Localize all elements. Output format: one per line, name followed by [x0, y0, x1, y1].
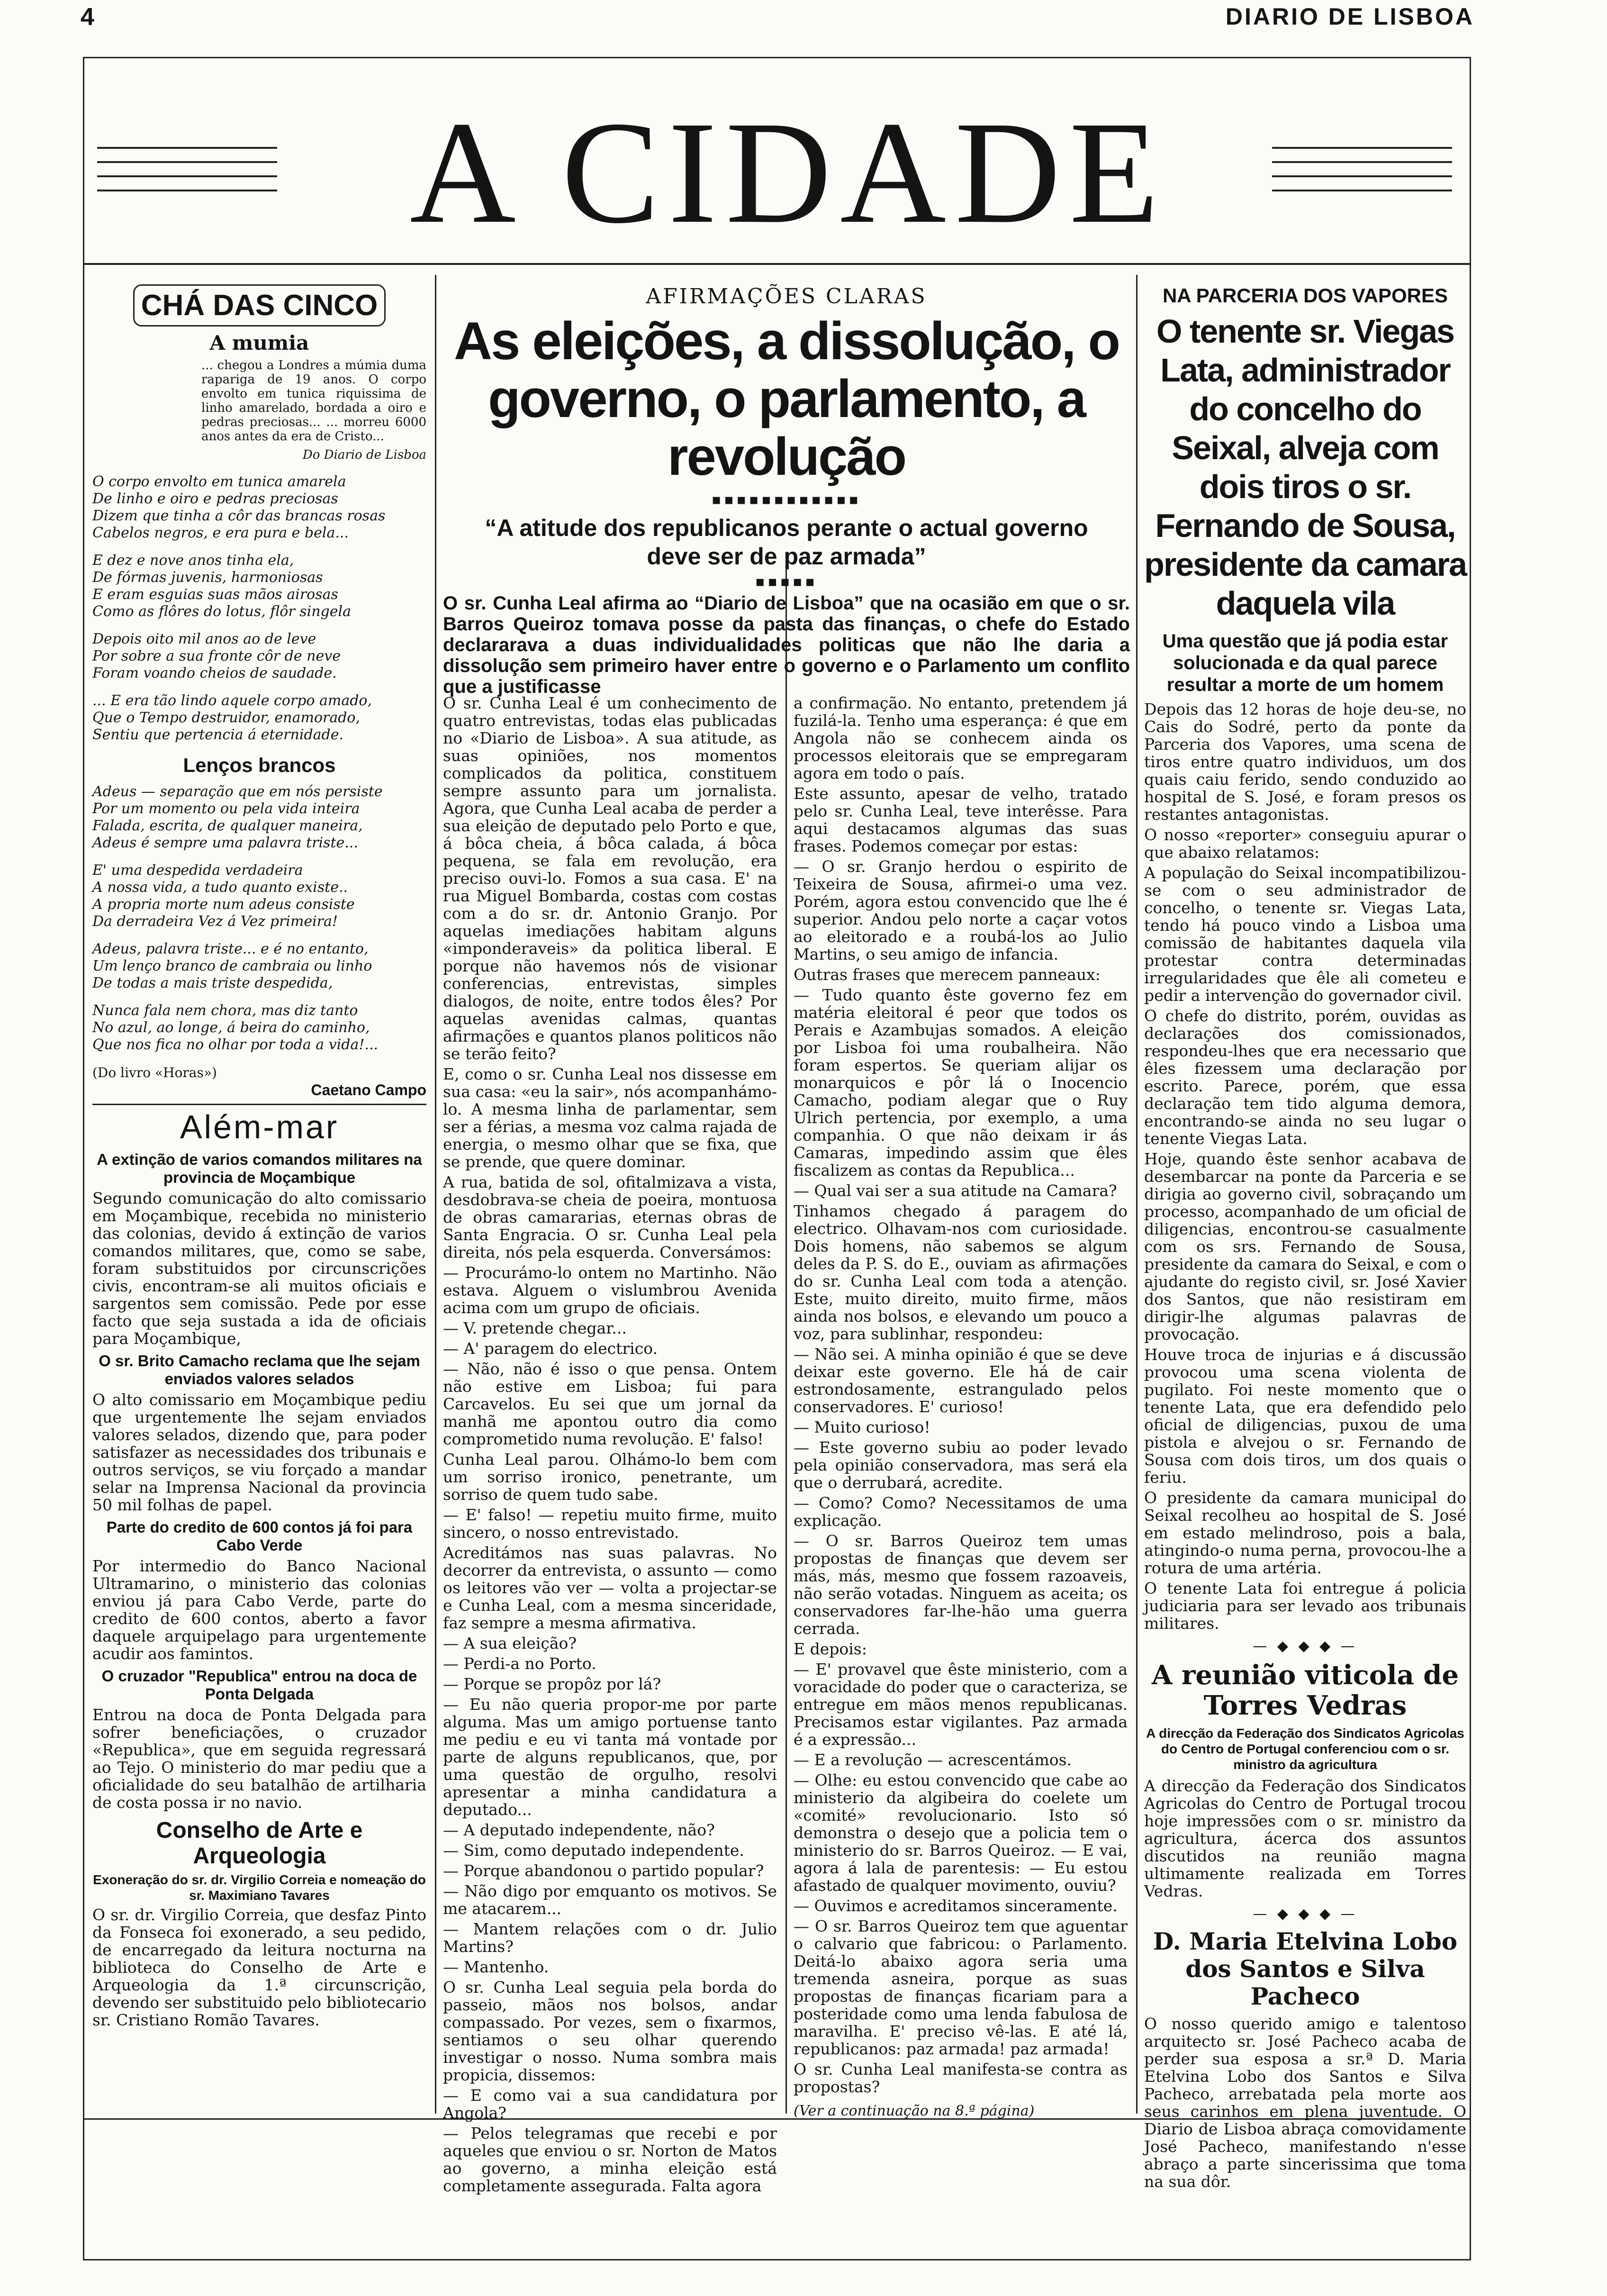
text-line: A nossa vida, a tudo quanto existe.. [92, 879, 348, 896]
text-line: Cunha Leal parou. Olhámo-lo bem com um sorriso ironico, penetrante, um sorriso de quem tudo sabe. [443, 1450, 777, 1504]
etelvina-paragraph: O nosso querido amigo e talentoso arquitecto sr. José Pacheco acaba de perder sua esposa a sr.ª D. Maria Etelvina Lobo dos Santos e Silva Pacheco, arrebatada pela morte aos seus carinhos em plena juventude. O Diario de Lisboa abraça comovidamente José Pacheco, manifestando n'esse abraço a parte sincerissima que toma na sua dôr. [1144, 2015, 1466, 2191]
text-line: Falada, escrita, de qualquer maneira, [92, 817, 363, 834]
cha-das-cinco-title: CHÁ DAS CINCO [133, 284, 386, 327]
text-line: O tenente Lata foi entregue á policia judiciaria para ser levado aos tribunais militares. [1144, 1579, 1466, 1633]
text-line: Sentiu que pertencia á eternidade. [92, 726, 344, 743]
text-line: — O sr. Barros Queiroz tem que aguentar o calvario que fabricou: o Parlamento. Deitá-lo abaixo agora seria uma tremenda asneira, porque as suas propostas de finanças ficariam para a posteridade como uma lenda fabulosa de maravilha. E' preciso vê-las. E até lá, republicanos: paz armada! paz armada! [794, 1917, 1128, 2058]
text-line: A propria morte num adeus consiste [92, 896, 355, 913]
lead-story-header: AFIRMAÇÕES CLARAS As eleições, a dissolução, o governo, o parlamento, a revolução ▪▪▪▪▪▪▪▪▪▪▪▪ “A atitude dos republicanos perante o actual governo deve ser de paz armada” ▪▪▪▪▪ O sr. Cunha Leal afirma ao “Diario de Lisboa” que na ocasião em que o sr. Barros Queiroz tomava posse da pasta das finanças, o chefe do Estado declararava a duas individualidades politicas que não lhe daria a dissolução sem primeiro haver entre o governo e o Parlamento um conflito que a justificasse [443, 284, 1130, 697]
text-line: Nunca fala nem chora, mas diz tanto [92, 1002, 358, 1019]
lead-story-column-1 [443, 694, 777, 2195]
masthead-rules-right [1272, 147, 1452, 213]
column-rule [435, 275, 436, 2114]
text-line: Hoje, quando êste senhor acabava de desembarcar na ponte da Parceria e se dirigia ao governo civil, sobraçando um processo, acompanhado de um oficial de diligencias, encontrou-se casualmente com os srs. Fernando de Sousa, presidente da camara do Seixal, e com o ajudante do registo civil, sr. José Xavier dos Santos, que não resistiram em dirigir-lhe algumas palavras de provocação. [1144, 1150, 1466, 1343]
alem-paragraph-1: Segundo comunicação do alto comissario em Moçambique, recebida no ministerio das colonias, devido á extinção de varios comandos militares, que, como se sabe, foram substituidos por circunscrições civis, encontram-se ali muitos oficiais e sargentos sem comissão. Pede por esse facto que seja sustada a ida de oficiais para Moçambique, [92, 1189, 426, 1348]
text-line: Adeus é sempre uma palavra triste... [92, 835, 358, 851]
text-line: De fórmas juvenis, harmoniosas [92, 569, 323, 586]
column-cha-das-cinco [92, 284, 426, 2114]
text-line: Este assunto, apesar de velho, tratado pelo sr. Cunha Leal, teve interêsse. Para aqui destacamos algumas das suas frases. Podemos começar por estas: [794, 784, 1128, 855]
alem-paragraph-3: Por intermedio do Banco Nacional Ultramarino, o ministerio das colonias enviou já para Cabo Verde, parte do credito de 600 contos, aberto a favor daquele arquipelago para urgentemente acudir aos famintos. [92, 1557, 426, 1663]
text-line: — Não sei. A minha opinião é que se deve deixar este governo. Ele há de cair estrondosamente, estrangulado pelos conservadores. E' curioso! [794, 1345, 1128, 1416]
alem-paragraph-4: Entrou na doca de Ponta Delgada para sofrer beneficiações, o cruzador «Republica», que em seguida regressará ao Tejo. O ministerio do mar pediu que a oficialidade do seu batalhão de artilharia de costa possa ir no navio. [92, 1706, 426, 1812]
cha-note-source: Do Diario de Lisboa [302, 448, 426, 462]
lead-kicker: AFIRMAÇÕES CLARAS [646, 284, 927, 309]
text-line: Como as flôres do lotus, flôr singela [92, 603, 351, 620]
text-line: — Sim, como deputado independente. [443, 1841, 744, 1860]
text-line: Foram voando cheios de saudade. [92, 665, 337, 681]
text-line: O sr. Cunha Leal é um conhecimento de quatro entrevistas, todas elas publicadas no «Diario de Lisboa». A sua atitude, as suas opiniões, nos momentos complicados da politica, constituem sempre assunto para um jornalista. Agora, que Cunha Leal acaba de perder a sua eleição de deputado pelo Porto e que, á bôca cheia, á bôca calada, á bôca pequena, se fala em revolução, era preciso ouvi-lo. Fomos a sua casa. E' na rua Miguel Bombarda, costas com costas com a do sr. dr. Antonio Granjo. Por aquelas imediações habitam alguns «imponderaveis» da politica liberal. E porque não havemos nós de visionar conferencias, entrevistas, simples dialogos, de noite, entre todos êles? Por aquelas avenidas calmas, quantas afirmações e quantos planos politicos não se terão feito? [443, 694, 777, 1063]
text-line: — Não digo por emquanto os motivos. Se me atacarem... [443, 1882, 777, 1918]
text-line: — O sr. Granjo herdou o espirito de Teixeira de Sousa, afirmei-o uma vez. Porém, agora estou convencido que lhe é superior. Andou pelo norte a caçar votos ao eleitorado e a roubá-los ao Julio Martins, o seu amigo de infancia. [794, 857, 1128, 963]
alem-headline-3: Parte do credito de 600 contos já foi para Cabo Verde [106, 1518, 413, 1554]
text-line: — E' provavel que êste ministerio, com a voracidade do poder que o caracteriza, se entregue em mãos menos republicanas. Precisamos estar vigilantes. Paz armada é a expressão... [794, 1660, 1128, 1749]
text-line: No azul, ao longe, á beira do caminho, [92, 1019, 370, 1036]
text-line: Cabelos negros, e era pura e bela... [92, 525, 349, 541]
text-line: O nosso «reporter» conseguiu apurar o que abaixo relatamos: [1144, 826, 1466, 862]
etelvina-headline: D. Maria Etelvina Lobo dos Santos e Silva Pacheco [1153, 1927, 1458, 2010]
lead-deck: O sr. Cunha Leal afirma ao “Diario de Lisboa” que na ocasião em que o sr. Barros Queiroz tomava posse da pasta das finanças, o chefe do Estado declararava a duas individualidades politicas que não lhe daria a dissolução sem primeiro haver entre o governo e o Parlamento um conflito que a justificasse [443, 593, 1130, 697]
vapores-kicker: NA PARCERIA DOS VAPORES [1162, 284, 1448, 307]
arqueologia-paragraph: O sr. dr. Virgilio Correia, que desfaz Pinto da Fonseca foi exonerado, a seu pedido, de encarregado da leitura nocturna na biblioteca do Conselho de Arte e Arqueologia da 1.ª circunscrição, devendo ser substituido pelo bibliotecario sr. Cristiano Romão Tavares. [92, 1906, 426, 2029]
text-line: Que nos fica no olhar por toda a vida!... [92, 1036, 379, 1053]
text-line: — E a revolução — acrescentámos. [794, 1751, 1072, 1769]
section-masthead [83, 91, 1471, 256]
text-line: — E como vai a sua candidatura por Angola? [443, 2086, 777, 2122]
continuation-note: (Ver a continuação na 8.ª página) [794, 2103, 1035, 2119]
text-line: — A' paragem do electrico. [443, 1339, 658, 1358]
text-line: De linho e oiro e pedras preciosas [92, 490, 338, 507]
text-line: E eram esguias suas mãos airosas [92, 586, 338, 603]
text-line: Outras frases que merecem panneaux: [794, 965, 1101, 984]
column-rule [1136, 275, 1138, 2114]
text-line: — Olhe: eu estou convencido que cabe ao ministerio da algibeira do coelete um «comité» revolucionario. Isto só demonstra o desejo que a policia tem o ministerio do sr. Barros Queiroz. — E vai, agora á lala de parentesis: — Eu estou afastado de qualquer movimento, ouviu? [794, 1771, 1128, 1895]
cha-subtitle: A mumia [209, 331, 309, 354]
text-line: O sr. Cunha Leal manifesta-se contra as propostas? [794, 2060, 1128, 2096]
text-line: E' uma despedida verdadeira [92, 862, 303, 879]
torres-headline: A reunião viticola de Torres Vedras [1151, 1660, 1459, 1721]
text-line: O chefe do distrito, porém, ouvidas as declarações dos comissionados, respondeu-lhes que era necessario que êles fizessem uma declaração por escrito. Parece, porém, que essa declaração tem tido alguma demora, encontrando-se ainda no seu lugar o tenente Viegas Lata. [1144, 1007, 1466, 1148]
text-line: Houve troca de injurias e á discussão provocou uma scena violenta de pugilato. Foi neste momento que o tenente Lata, que era defendido pelo oficial de diligencias, puxou de uma pistola e alvejou o sr. Fernando de Sousa com dois tiros, um dos quais o feriu. [1144, 1345, 1466, 1487]
arqueologia-subhead: Exoneração do sr. dr. Virgilio Correia e nomeação do sr. Maximiano Tavares [93, 1872, 426, 1903]
text-line: a confirmação. No entanto, pretendem já fuzilá-la. Tenho uma esperança: é que em Angola não se conhecem ainda os processos eleitorais que se empregaram agora em todo o país. [794, 694, 1128, 782]
vapores-subhead: Uma questão que já podia estar solucionada e da qual parece resultar a morte de um homem [1162, 631, 1448, 695]
text-line: Depois das 12 horas de hoje deu-se, no Cais do Sodré, perto da ponte da Parceria dos Vapores, uma scena de tiros entre quatro individuos, um dos quais caiu ferido, sendo conduzido ao hospital de S. José, e foram presos os restantes antagonistas. [1144, 700, 1466, 824]
page-number: 4 [81, 3, 94, 31]
poem-source: (Do livro «Horas») [92, 1065, 217, 1080]
text-line: — Mantem relações com o dr. Julio Martins? [443, 1920, 777, 1956]
text-line: — Porque se propôz por lá? [443, 1675, 661, 1693]
text-line: — Porque abandonou o partido popular? [443, 1861, 764, 1880]
poem-lencos-title: Lenços brancos [183, 754, 336, 776]
torres-paragraph: A direcção da Federação dos Sindicatos Agricolas do Centro de Portugal trocou hoje impressões com o sr. ministro da agricultura, ácerca dos assuntos discutidos na reunião magna ultimamente realizada em Torres Vedras. [1144, 1777, 1466, 1900]
text-line: Dizem que tinha a côr das brancas rosas [92, 508, 386, 524]
column-parceria-vapores: NA PARCERIA DOS VAPORES O tenente sr. Viegas Lata, administrador do concelho do Seixal, alveja com dois tiros o sr. Fernando de Sousa, presidente da camara daquela vila Uma questão que já podia estar solucionada e da qual parece resultar a morte de um homem Depois das 12 horas de hoje deu-se, no Cais do Sodré, perto da ponte da Parceria dos Vapores, uma scena de tiros entre quatro individuos, um dos quais caiu ferido, sendo conduzido ao hospital de S. José, e foram presos os restantes antagonistas. O nosso «reporter» conseguiu apurar o que abaixo relatamos: A população do Seixal incompatibilizou-se com o seu administrador de concelho, o tenente sr. Viegas Lata, tendo há pouco vindo a Lisboa uma comissão de habitantes daquela vila protestar contra determinadas irregularidades que êle ali cometeu e pedir a intervenção do governador civil. O chefe do distrito, porém, ouvidas as declarações dos comissionados, respondeu-lhes que era necessario que êles fizessem uma declaração por escrito. Parece, porém, que essa declaração tem tido alguma demora, encontrando-se ainda no seu lugar o tenente Viegas Lata. Hoje, quando êste senhor acabava de desembarcar na ponte da Parceria e se dirigia ao governo civil, sobraçando um processo, acompanhado de um oficial de diligencias, encontrou-se casualmente com os srs. Fernando de Sousa, presidente da camara do Seixal, e com o ajudante do registo civil, sr. José Xavier dos Santos, que não resistiram em dirigir-lhe algumas palavras de provocação. Houve troca de injurias e á discussão provocou uma scena violenta de pugilato. Foi neste momento que o tenente Lata, que era defendido pelo oficial de diligencias, puxou de uma pistola e alvejou o sr. Fernando de Sousa com dois tiros, um dos quais o feriu. O presidente da camara municipal do Seixal recolheu ao hospital de S. José em estado melindroso, pois a bala, atingindo-o numa perna, provocou-lhe a rotura de uma artéria. O tenente Lata foi entregue á policia judiciaria para ser levado aos tribunais militares. — ◆ ◆ ◆ — A reunião viticola de Torres Vedras A direcção da Federação dos Sindicatos Agricolas do Centro de Portugal conferenciou com o sr. ministro da agricultura A direcção da Federação dos Sindicatos Agricolas do Centro de Portugal trocou hoje impressões com o sr. ministro da agricultura, ácerca dos assuntos discutidos na reunião magna ultimamente realizada em Torres Vedras. — ◆ ◆ ◆ — D. Maria Etelvina Lobo dos Santos e Silva Pacheco O nosso querido amigo e talentoso arquitecto sr. José Pacheco acaba de perder sua esposa a sr.ª D. Maria Etelvina Lobo dos Santos e Silva Pacheco, arrebatada pela morte aos seus carinhos em plena juventude. O Diario de Lisboa abraça comovidamente José Pacheco, manifestando n'esse abraço a parte sincerissima que toma na sua dôr. [1144, 284, 1466, 2191]
text-line: Acreditámos nas suas palavras. No decorrer da entrevista, o assunto — como os leitores vão ver — volta a projectar-se e Cunha Leal, com a mesma sinceridade, faz sempre a mesma afirmativa. [443, 1543, 777, 1632]
text-line: Por sobre a sua fronte côr de neve [92, 648, 341, 664]
alem-paragraph-2: O alto comissario em Moçambique pediu que urgentemente lhe sejam enviados valores selados, dizendo que, para poder satisfazer as necessidades dos tribunais e outros serviços, se viu forçado a mandar selar na Imprensa Nacional da provincia 50 mil folhas de papel. [92, 1390, 426, 1514]
alem-mar-title: Além-mar [180, 1108, 339, 1145]
text-line: Um lenço branco de cambraia ou linho [92, 958, 372, 974]
text-line: E, como o sr. Cunha Leal nos dissesse em sua casa: «eu la sair», nós acompanhámo-lo. A mesma linha de parlamentar, sem ser a férias, a mesma voz calma rajada de energia, o mesmo olhar que se fixa, que se prende, que quere dominar. [443, 1065, 777, 1171]
arqueologia-headline: Conselho de Arte e Arqueologia [156, 1818, 363, 1869]
lead-story-column-2 [794, 694, 1128, 2119]
section-title: A CIDADE [410, 91, 1168, 254]
text-line: Da derradeira Vez á Vez primeira! [92, 913, 338, 930]
text-line: — Tudo quanto êste governo fez em matéria eleitoral é peor que todos os Perais e Azambujas somados. A eleição por Lisboa foi uma roubalheira. Não foram espertos. Se queriam alijar os monarquicos e pôr lá o Inocencio Camacho, podiam alegar que o Ruy Ulrich pertencia, por exemplo, a uma companhia. O que não deixam ir ás Camaras, impedindo assim que êles fiscalizem as contas da Republica... [794, 986, 1128, 1180]
text-line: ... E era tão lindo aquele corpo amado, [92, 692, 372, 709]
cha-note: ... chegou a Londres a múmia duma rapariga de 19 anos. O corpo envolto em tunica riquissima de linho amarelado, bordada a oiro e pedras preciosas... ... morreu 6000 anos antes da era de Cristo... [201, 358, 426, 444]
text-line: Tinhamos chegado á paragem do electrico. Olhavam-nos com curiosidade. Dois homens, não sabemos se algum deles da P. S. do E., ouviam as afirmações do sr. Cunha Leal com toda a atenção. Este, muito direito, muito firme, mãos ainda nos bolsos, e elevando um pouco a voz, para sublinhar, respondeu: [794, 1202, 1128, 1343]
text-line: — Muito curioso! [794, 1418, 930, 1436]
column-rule [785, 559, 787, 2114]
text-line: — Este governo subiu ao poder levado pela opinião conservadora, mas será ela que o derrubará, acredite. [794, 1438, 1128, 1492]
text-line: — A deputado independente, não? [443, 1821, 715, 1839]
text-line: O sr. Cunha Leal seguia pela borda do passeio, mãos nos bolsos, andar compassado. Por vezes, sem o fixarmos, sentiamos o seu olhar querendo investigar o nosso. Numa sombra mais propicia, dissemos: [443, 1978, 777, 2084]
text-line: — Procurámo-lo ontem no Martinho. Não estava. Alguem o vislumbrou Avenida acima com um grupo de oficiais. [443, 1263, 777, 1317]
text-line: — Eu não queria propor-me por parte alguma. Mas um amigo portuense tanto me pediu e eu vi tanta má vontade por parte de alguns republicanos, que, por uma questão de orgulho, resolvi apresentar a minha candidatura a deputado... [443, 1695, 777, 1819]
torres-subhead: A direcção da Federação dos Sindicatos Agricolas do Centro de Portugal conferenciou com o sr. ministro da agricultura [1146, 1726, 1464, 1772]
lead-headline: As eleições, a dissolução, o governo, o parlamento, a revolução [454, 311, 1119, 486]
text-line: O presidente da camara municipal do Seixal recolheu ao hospital de S. José em estado melindroso, pois a bala, atingindo-o numa perna, provocou-lhe a rotura de uma artéria. [1144, 1488, 1466, 1577]
text-line: — A sua eleição? [443, 1634, 577, 1652]
text-line: A rua, batida de sol, ofitalmizava a vista, desdobrava-se cheia de poeira, montuosa de obras camararias, eternas obras de Santa Engracia. O sr. Cunha Leal pela direita, nós pela esquerda. Conversámos: [443, 1173, 777, 1261]
lead-subhead: “A atitude dos republicanos perante o actual governo deve ser de paz armada” [485, 515, 1088, 570]
text-line: De todas a mais triste despedida, [92, 975, 333, 991]
text-line: — Perdi-a no Porto. [443, 1654, 596, 1673]
text-line: — O sr. Barros Queiroz tem umas propostas de finanças que devem ser más, más, mesmo que fossem razoaveis, não serão votadas. Ninguem as aceita; os conservadores far-lhe-hão uma guerra cerrada. [794, 1532, 1128, 1638]
text-line: Adeus, palavra triste... e é no entanto, [92, 941, 369, 957]
alem-headline-2: O sr. Brito Camacho reclama que lhe sejam enviados valores selados [99, 1352, 420, 1388]
alem-headline-4: O cruzador "Republica" entrou na doca de Ponta Delgada [101, 1667, 417, 1703]
masthead-rules-left [97, 147, 277, 213]
text-line: O corpo envolto em tunica amarela [92, 473, 346, 490]
text-line: — Ouvimos e acreditamos sinceramente. [794, 1897, 1118, 1915]
vapores-headline: O tenente sr. Viegas Lata, administrador do concelho do Seixal, alveja com dois tiros o sr. Fernando de Sousa, presidente da camara daquela vila [1144, 313, 1466, 622]
text-line: — Pelos telegramas que recebi e por aqueles que enviou o sr. Norton de Matos ao governo, a minha eleição está completamente assegurada. Falta agora [443, 2124, 777, 2195]
text-line: — E' falso! — repetiu muito firme, muito sincero, o nosso entrevistado. [443, 1506, 777, 1542]
paper-name: DIARIO DE LISBOA [1225, 3, 1474, 30]
alem-headline-1: A extinção de varios comandos militares na provincia de Moçambique [97, 1151, 422, 1186]
text-line: E dez e nove anos tinha ela, [92, 552, 294, 569]
text-line: Que o Tempo destruidor, enamorado, [92, 709, 361, 726]
text-line: E depois: [794, 1640, 867, 1658]
text-line: A população do Seixal incompatibilizou-se com o seu administrador de concelho, o tenente sr. Viegas Lata, tendo há pouco vindo a Lisboa uma comissão de habitantes daquela vila protestar contra determinadas irregularidades que êle ali cometeu e pedir a intervenção do governador civil. [1144, 863, 1466, 1005]
page-header [0, 0, 1607, 33]
poem-a-mumia [92, 473, 426, 744]
text-line: Depois oito mil anos ao de leve [92, 631, 316, 647]
poem-author: Caetano Campo [311, 1081, 426, 1098]
text-line: — Como? Como? Necessitamos de uma explicação. [794, 1494, 1128, 1530]
text-line: Por um momento ou pela vida inteira [92, 800, 360, 817]
text-line: Adeus — separação que em nós persiste [92, 783, 383, 800]
text-line: — Não, não é isso o que pensa. Ontem não estive em Lisboa; fui para Carcavelos. Eu sei que um jornal da manhã me apontou outro dia como comprometido numa revolução. E' falso! [443, 1360, 777, 1448]
poem-lencos-brancos [92, 783, 426, 1053]
masthead-divider [83, 263, 1471, 265]
text-line: — V. pretende chegar... [443, 1319, 627, 1337]
text-line: — Qual vai ser a sua atitude na Camara? [794, 1181, 1117, 1200]
text-line: — Mantenho. [443, 1958, 549, 1976]
